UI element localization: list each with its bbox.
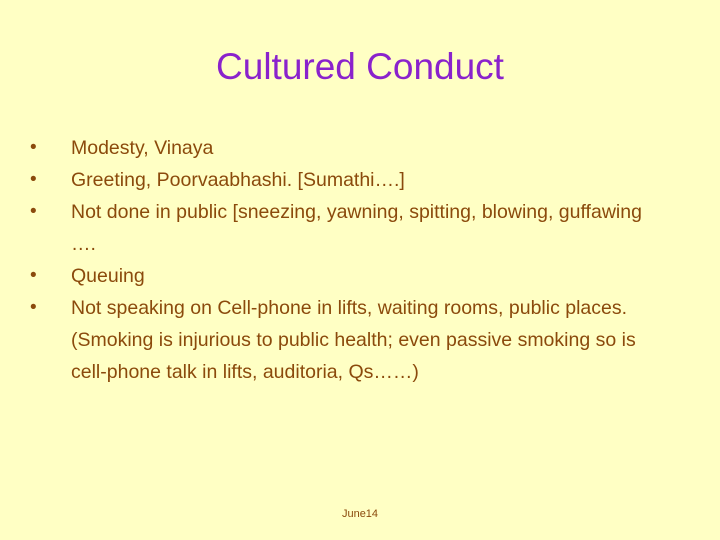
slide-footer: June14	[341, 508, 379, 520]
bullet-item	[30, 164, 670, 196]
bullet-dot-icon: •	[30, 201, 37, 222]
bullet-text: Queuing	[71, 265, 145, 287]
bullet-dot-icon: •	[30, 297, 37, 318]
bullet-text: Modesty, Vinaya	[71, 137, 214, 159]
bullet-list	[30, 132, 670, 388]
bullet-dot-icon: •	[30, 265, 37, 286]
bullet-item	[30, 132, 670, 164]
bullet-text: Not done in public [sneezing, yawning, spitting, blowing, guffawing ….	[71, 201, 642, 255]
bullet-item	[30, 292, 670, 388]
bullet-item	[30, 260, 670, 292]
bullet-dot-icon: •	[30, 169, 37, 190]
bullet-dot-icon: •	[30, 137, 37, 158]
bullet-text: Not speaking on Cell-phone in lifts, waiting rooms, public places. (Smoking is injurious to public health; even passive smoking so is cell-phone talk in lifts, auditoria, Qs……)	[71, 297, 636, 383]
bullet-text: Greeting, Poorvaabhashi. [Sumathi….]	[71, 169, 405, 191]
slide-title: Cultured Conduct	[216, 46, 504, 87]
bullet-item	[30, 196, 670, 260]
